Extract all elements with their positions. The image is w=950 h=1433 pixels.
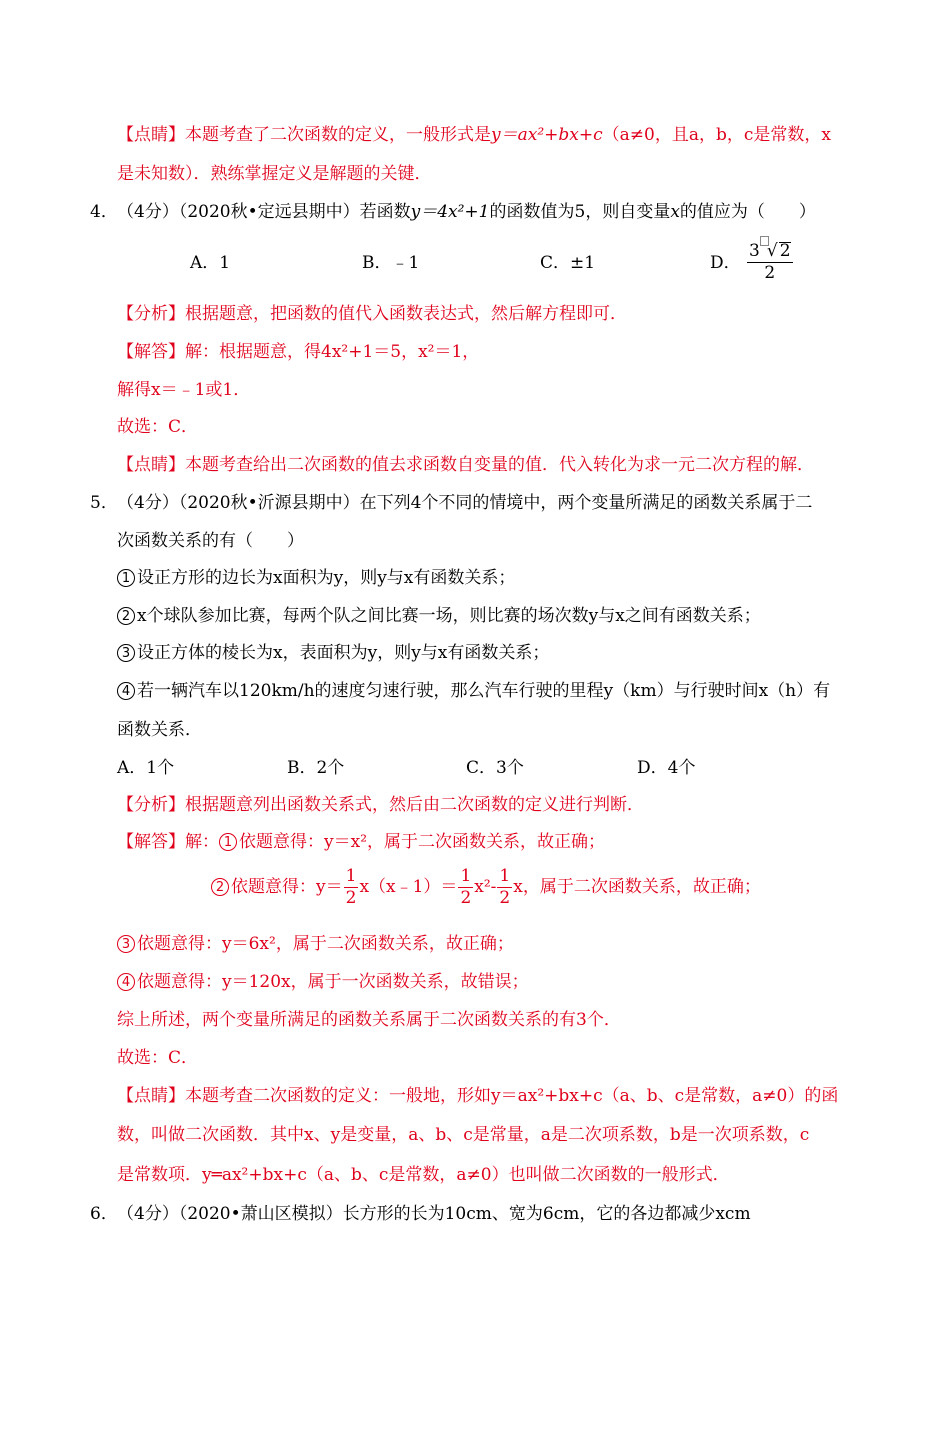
q5-solution-1: 【解答】解： 1 依题意得：y＝x²，属于二次函数关系，故正确；: [117, 832, 606, 852]
q5-tip-line2: 数，叫做二次函数．其中x、y是变量，a、b、c是常量，a是二次项系数，b是一次项系数，c: [117, 1125, 810, 1145]
q5-number: 5．: [90, 493, 118, 513]
q5-analysis: 【分析】根据题意列出函数关系式，然后由二次函数的定义进行判断．: [117, 795, 644, 815]
q4-choice: 故选：C．: [117, 417, 199, 437]
q5-summary: 综上所述，两个变量所满足的函数关系属于二次函数关系的有3个．: [117, 1010, 621, 1030]
q5-option-d: D．4个: [637, 758, 696, 778]
q5-option-b: B．2个: [287, 758, 345, 778]
q4-analysis: 【分析】根据题意，把函数的值代入函数表达式，然后解方程即可．: [117, 304, 627, 324]
q5-solution-2: 2 依题意得：y＝ $\frac{1}{2}$ x（x﹣1）＝ $\frac{1}{2}$ x²- $\frac{1}{2}$ x，属于二次函数关系，故正确；: [211, 868, 761, 907]
q4-option-a: A．1: [190, 253, 231, 273]
q5-tip-line3: 是常数项．y═ax²+bx+c（a、b、c是常数，a≠0）也叫做二次函数的一般形式．: [117, 1165, 730, 1185]
q5-item-1: 1 设正方形的边长为x面积为y，则y与x有函数关系；: [117, 567, 515, 589]
q5-solution-3: 3 依题意得：y＝6x²，属于二次函数关系，故正确；: [117, 933, 514, 955]
q6-stem: （4分）（2020•萧山区模拟）长方形的长为10cm、宽为6cm，它的各边都减少xcm: [117, 1204, 751, 1224]
q4-option-c: C．±1: [540, 253, 596, 273]
q4-option-b: B．﹣1: [362, 253, 420, 273]
q5-solution-4: 4 依题意得：y＝120x，属于一次函数关系，故错误；: [117, 971, 529, 993]
q5-item-3: 3 设正方体的棱长为x，表面积为y，则y与x有函数关系；: [117, 642, 549, 664]
q4-solution-line2: 解得x＝﹣1或1．: [117, 380, 251, 400]
q3-tip-line1: 【点睛】本题考查了二次函数的定义，一般形式是y＝ax²+bx+c（a≠0，且a，b，c是常数，x: [117, 125, 831, 145]
q5-tip-line1: 【点睛】本题考查二次函数的定义：一般地，形如y＝ax²+bx+c（a、b、c是常数，a≠0）的函: [117, 1086, 839, 1106]
q5-stem-line2: 次函数关系的有（ ）: [117, 531, 304, 551]
q5-item-4-cont: 函数关系．: [117, 720, 202, 740]
q5-option-a: A．1个: [117, 758, 175, 778]
q5-option-c: C．3个: [466, 758, 524, 778]
q6-number: 6．: [90, 1204, 118, 1224]
q4-option-d: D． $\frac{3 √ 2}{2}$: [710, 236, 794, 282]
q5-item-2: 2 x个球队参加比赛，每两个队之间比赛一场，则比赛的场次数y与x之间有函数关系；: [117, 605, 761, 627]
q4-solution: 【解答】解：根据题意，得4x²+1＝5，x²＝1，: [117, 342, 480, 362]
q4-number: 4．: [90, 202, 118, 222]
q4-stem: （4分）（2020秋•定远县期中）若函数y＝4x²+1的函数值为5，则自变量x的值应为（ ）: [117, 202, 816, 222]
q3-tip-line2: 是未知数）．熟练掌握定义是解题的关键．: [117, 164, 432, 184]
q5-item-4: 4 若一辆汽车以120km/h的速度匀速行驶，那么汽车行驶的里程y（km）与行驶时间x（h）有: [117, 680, 830, 702]
q5-choice: 故选：C．: [117, 1048, 199, 1068]
q4-tip: 【点睛】本题考查给出二次函数的值去求函数自变量的值．代入转化为求一元二次方程的解．: [117, 455, 814, 475]
q5-stem-line1: （4分）（2020秋•沂源县期中）在下列4个不同的情境中，两个变量所满足的函数关系属于二: [117, 493, 813, 513]
